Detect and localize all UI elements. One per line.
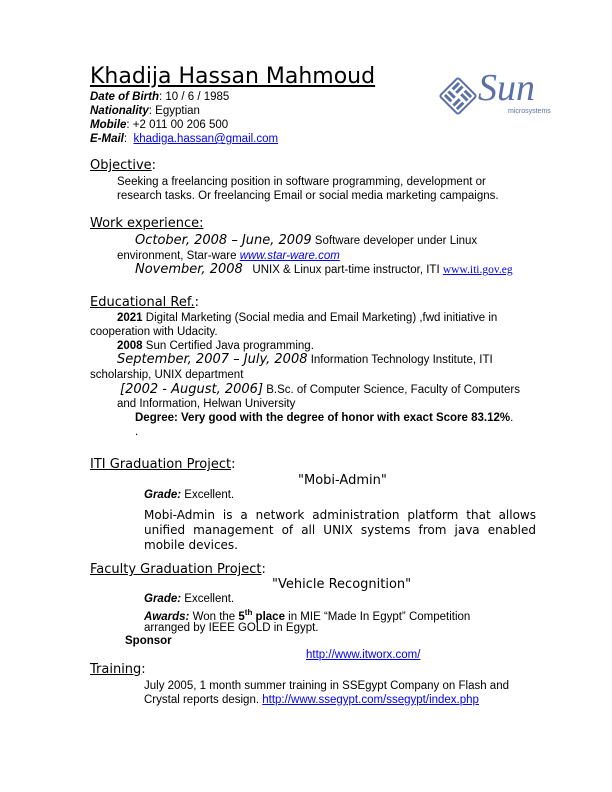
edu4-line2: and Information, Helwan University [117,398,296,410]
nationality-row [90,104,200,118]
degree-text: Degree: Very good with the degree of honor with exact Score 83.12% [135,412,511,424]
degree-row [135,411,513,425]
edu4-date: [2002 - August, 2006] [120,382,264,397]
training-heading [90,662,146,678]
training-heading-colon: : [141,662,146,677]
iti-desc-line1: Mobi-Admin is a network administration platform that allows [144,508,536,522]
nationality-label: Nationality [90,105,149,117]
iti-desc-line2: unified management of all UNIX systems from java enabled [144,523,536,537]
awards-line2: arranged by IEEE GOLD in Egypt. [144,622,319,634]
edu3-text: Information Technology Institute, ITI [307,354,493,366]
awards-sup: th [244,608,253,617]
job1-line2 [117,249,340,263]
awards-num: 5 [238,610,245,623]
email-link[interactable]: khadiga.hassan@gmail.com [133,133,279,145]
education-heading-colon: : [194,295,200,310]
ssegypt-link[interactable]: http://www.ssegypt.com/ssegypt/index.php [262,694,479,706]
job1-desc: Software developer under Linux [311,235,478,247]
star-ware-link[interactable]: www.star-ware.com [239,250,340,262]
faculty-project-heading [90,562,266,578]
email-sep: : [123,133,128,145]
objective-heading [90,158,156,174]
job2-desc: UNIX & Linux part-time instructor, ITI [252,264,443,276]
work-heading: Work experience: [90,216,204,231]
awards-place: place [252,610,285,623]
iti-project-title: "Mobi-Admin" [298,473,387,488]
degree-end: . [510,412,514,424]
objective-line1: Seeking a freelancing position in software programming, development or [117,176,486,188]
email-label: E-Mail [90,133,124,145]
faculty-project-heading-text: Faculty Graduation Project [90,562,262,577]
candidate-name: Khadija Hassan Mahmoud [90,64,376,89]
sun-logo-text: Sun [478,67,535,109]
training-line2 [144,693,479,707]
iti-grade-row [144,488,234,502]
edu1-text: Digital Marketing (Social media and Email Marketing) ,fwd initiative in [142,312,498,324]
iti-project-heading-text: ITI Graduation Project [90,457,232,472]
job2-date: November, 2008 [135,262,243,277]
edu3-line2: scholarship, UNIX department [90,369,244,381]
degree-dot: . [135,426,139,438]
mobile-row [90,118,228,132]
edu2-row [117,339,314,353]
edu3-date: September, 2007 – July, 2008 [117,352,308,367]
job2-row [135,263,513,277]
training-line2-text: Crystal reports design. [144,694,263,706]
job1-row [135,234,477,248]
iti-grade-label: Grade: [144,489,182,501]
faculty-grade-label: Grade: [144,593,182,605]
objective-heading-colon: : [151,158,157,173]
education-heading [90,295,199,311]
edu4-row [120,383,520,397]
mobile-value: : +2 011 00 206 500 [126,119,229,131]
mobile-label: Mobile [90,119,127,131]
iti-link[interactable]: www.iti.gov.eg [442,264,513,276]
education-heading-text: Educational Ref. [90,295,195,310]
awards-pre: Won the [189,610,239,623]
edu2-year: 2008 [117,340,143,352]
sun-logo-mark-icon [438,76,478,116]
edu4-text: B.Sc. of Computer Science, Faculty of Computers [263,384,520,396]
iti-desc-line3: mobile devices. [144,538,238,552]
job1-line2-text: environment, Star-ware [117,250,240,262]
dob-value: : 10 / 6 / 1985 [159,91,230,103]
sponsor-link[interactable]: http://www.itworx.com/ [306,649,421,661]
job1-date: October, 2008 – June, 2009 [135,233,312,248]
iti-project-heading [90,457,236,473]
sun-logo [438,67,551,122]
iti-grade-value: Excellent. [181,489,235,501]
objective-heading-text: Objective [90,158,152,173]
edu2-text: Sun Certified Java programming. [142,340,314,352]
sun-logo-sub: microsystems [508,108,551,115]
faculty-grade-value: Excellent. [181,593,235,605]
awards-label: Awards: [144,610,190,623]
email-row [90,132,278,146]
faculty-project-title: "Vehicle Recognition" [272,577,412,592]
edu3-row [117,353,493,367]
edu1-year: 2021 [117,312,143,324]
faculty-grade-row [144,592,234,606]
edu1-line2: cooperation with Udacity. [90,326,218,338]
dob-label: Date of Birth [90,91,159,103]
nationality-value: : Egyptian [148,105,200,117]
iti-project-heading-colon: : [231,457,236,472]
objective-line2: research tasks. Or freelancing Email or social media marketing campaigns. [117,190,499,202]
training-line1: July 2005, 1 month summer training in SSEgypt Company on Flash and [144,680,509,692]
iti-project-desc [144,508,536,553]
dob-row [90,90,229,104]
edu1-row [117,311,497,325]
sponsor-label: Sponsor [125,635,172,647]
faculty-project-heading-colon: : [261,562,266,577]
awards-post: in MIE “Made In Egypt” Competition [284,610,471,623]
training-heading-text: Training [90,662,142,677]
